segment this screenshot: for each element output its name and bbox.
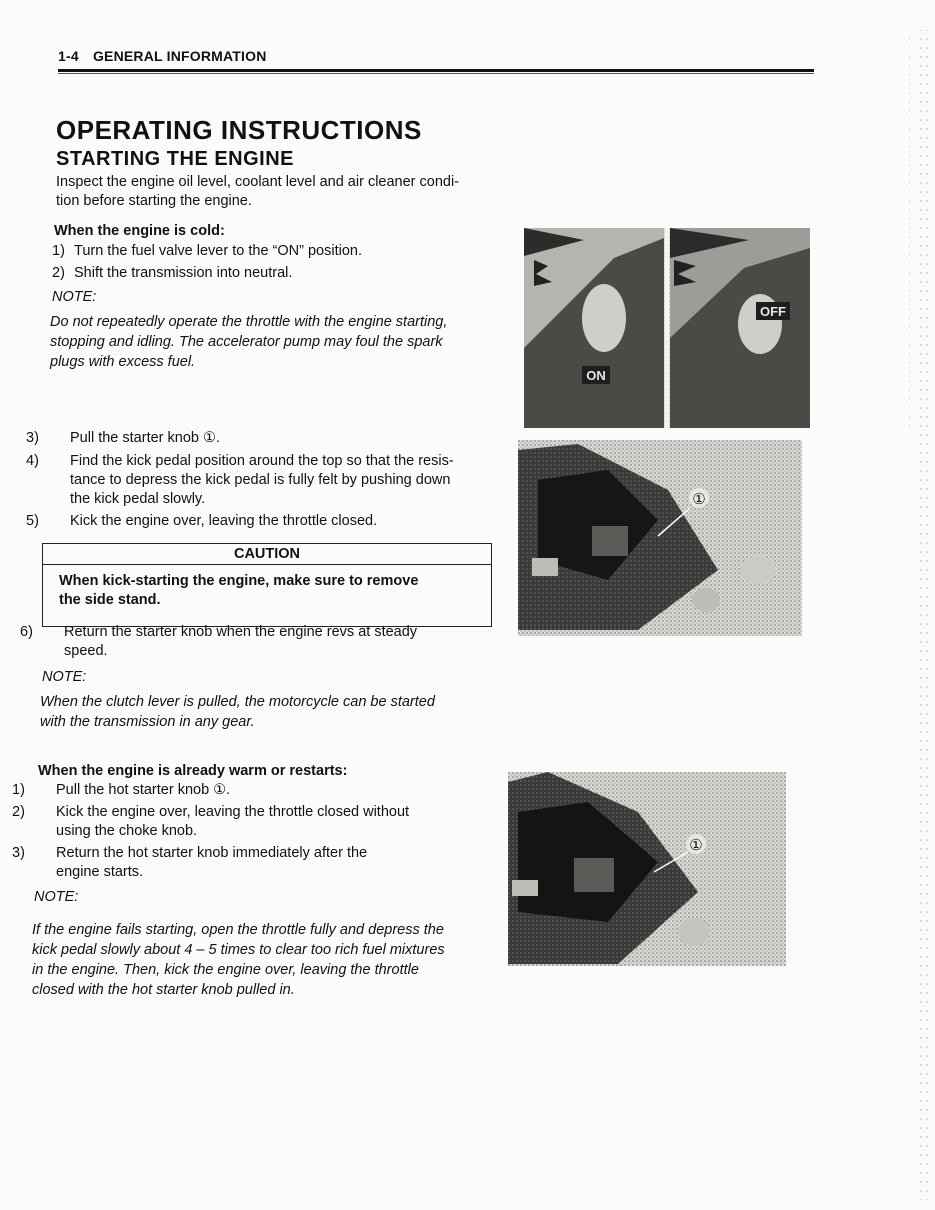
step-number: 1): [52, 243, 65, 259]
step-6: [20, 623, 524, 661]
step-text: Return the hot starter knob immediately after the: [56, 845, 368, 861]
scan-speckle-band: [917, 30, 929, 1200]
knob-shape: [740, 556, 776, 584]
step-number: 5): [26, 513, 39, 529]
step-text: the kick pedal slowly.: [70, 491, 206, 507]
step-text: engine starts.: [56, 864, 144, 880]
caution-box: [42, 543, 492, 627]
valve-body-left: [582, 284, 626, 352]
warm-steps: [12, 781, 504, 882]
header-rule: [58, 69, 814, 72]
step-number: 1): [12, 782, 25, 798]
cold-steps-b: [26, 429, 518, 531]
note-label: NOTE:: [34, 889, 79, 905]
step-text: Kick the engine over, leaving the throttle closed without: [56, 804, 410, 820]
note-label: NOTE:: [42, 669, 87, 685]
note-text: [40, 692, 510, 732]
step-item: [52, 242, 512, 261]
caution-label: CAUTION: [43, 544, 491, 565]
note-line: closed with the hot starter knob pulled in.: [32, 982, 295, 998]
knob-shape: [678, 918, 710, 946]
step-item: [26, 512, 518, 531]
caution-line: When kick-starting the engine, make sure to remove: [59, 573, 419, 589]
fitting-shape: [512, 880, 538, 896]
step-number: 2): [52, 265, 65, 281]
page-number: 1-4: [58, 48, 79, 64]
step-number: 6): [20, 624, 33, 640]
note-line: When the clutch lever is pulled, the motorcycle can be started: [40, 694, 435, 710]
caution-line: the side stand.: [59, 592, 161, 608]
note-line: kick pedal slowly about 4 – 5 times to clear too rich fuel mixtures: [32, 942, 445, 958]
step-item: [52, 264, 512, 283]
step-number: 4): [26, 453, 39, 469]
scan-edge-noise: [865, 0, 935, 1210]
step-text: using the choke knob.: [56, 823, 198, 839]
warm-heading: When the engine is already warm or restarts:: [38, 763, 348, 779]
step-item: [26, 452, 518, 509]
callout-1: ①: [692, 490, 706, 508]
header-rule-thin: [58, 73, 814, 74]
hot-starter-knob-photo: [508, 772, 786, 966]
step-text: Turn the fuel valve lever to the “ON” position.: [74, 243, 362, 259]
step-item: [26, 429, 518, 448]
step-text: speed.: [64, 643, 108, 659]
intro-line: tion before starting the engine.: [56, 193, 252, 209]
running-header: [58, 48, 267, 64]
carburetor-port: [592, 526, 628, 556]
note-line: plugs with excess fuel.: [50, 354, 196, 370]
starter-knob-photo: [518, 440, 802, 636]
carburetor-port: [574, 858, 614, 892]
scan-speckle-band: [909, 30, 912, 430]
step-item: [12, 781, 504, 800]
step-text: Pull the starter knob ①.: [70, 430, 221, 446]
step-text: tance to depress the kick pedal is fully felt by pushing down: [70, 472, 451, 488]
note-line: in the engine. Then, kick the engine over, leaving the throttle: [32, 962, 419, 978]
step-text: Kick the engine over, leaving the throttle closed.: [70, 513, 378, 529]
step-text: Shift the transmission into neutral.: [74, 265, 293, 281]
step-number: 2): [12, 804, 25, 820]
intro-line: Inspect the engine oil level, coolant level and air cleaner condi-: [56, 174, 460, 190]
note-line: with the transmission in any gear.: [40, 714, 255, 730]
section-heading: STARTING THE ENGINE: [56, 148, 295, 170]
step-number: 3): [12, 845, 25, 861]
cold-heading: When the engine is cold:: [54, 223, 225, 239]
page-title: OPERATING INSTRUCTIONS: [56, 115, 422, 145]
intro-paragraph: [56, 173, 526, 211]
step-item: [12, 803, 504, 841]
on-label: ON: [586, 368, 606, 383]
knob-shape: [692, 588, 720, 612]
cold-steps-a: [52, 242, 512, 283]
step-number: 3): [26, 430, 39, 446]
fitting-shape: [532, 558, 558, 576]
note-text: [50, 312, 520, 372]
note-line: stopping and idling. The accelerator pump may foul the spark: [50, 334, 443, 350]
step-text: Find the kick pedal position around the top so that the resis-: [70, 453, 454, 469]
note-line: If the engine fails starting, open the throttle fully and depress the: [32, 922, 444, 938]
note-text: [32, 920, 502, 1000]
step-text: Return the starter knob when the engine revs at steady: [64, 624, 418, 640]
note-label: NOTE:: [52, 289, 97, 305]
caution-text: [59, 572, 481, 610]
note-line: Do not repeatedly operate the throttle with the engine starting,: [50, 314, 448, 330]
step-item: [12, 844, 504, 882]
step-text: Pull the hot starter knob ①.: [56, 782, 231, 798]
off-label: OFF: [760, 304, 786, 319]
section-title: GENERAL INFORMATION: [92, 48, 267, 64]
fuel-valve-photo: [524, 228, 810, 428]
callout-1: ①: [689, 836, 703, 854]
